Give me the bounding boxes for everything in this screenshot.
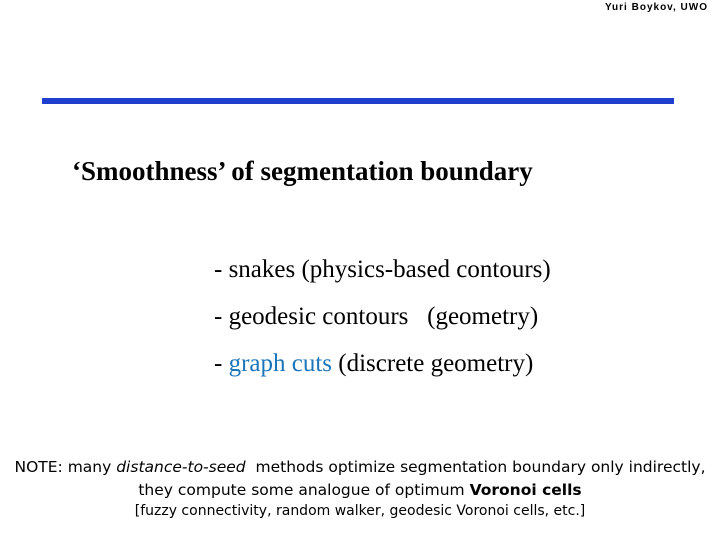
note-suffix: methods optimize segmentation boundary only indirectly, (245, 458, 706, 476)
title-rule (42, 98, 674, 104)
bullet-graph-cuts (214, 340, 551, 387)
bullet-highlight: graph cuts (228, 350, 333, 377)
bullet-list (214, 246, 551, 387)
note-line2-text: they compute some analogue of optimum (138, 481, 470, 499)
note-line-1 (0, 458, 720, 476)
note-italic-term: distance-to-seed (116, 458, 246, 476)
slide-title: ‘Smoothness’ of segmentation boundary (72, 156, 533, 186)
note-references: [fuzzy connectivity, random walker, geodesic Voronoi cells, etc.] (134, 503, 586, 519)
bullet-text: geodesic contours (geometry) (228, 303, 539, 330)
bullet-dash: - (214, 256, 229, 283)
bullet-dash: - (214, 303, 229, 330)
bullet-dash: - (214, 350, 229, 377)
bullet-snakes (214, 246, 551, 293)
bullet-geodesic (214, 293, 551, 340)
bullet-text: (discrete geometry) (332, 350, 534, 377)
note-prefix: NOTE: many (14, 458, 117, 476)
note-line-2 (0, 481, 720, 499)
author-credit: Yuri Boykov, UWO (604, 2, 708, 13)
note-bold-term: Voronoi cells (469, 481, 582, 499)
bullet-text: snakes (physics-based contours) (228, 256, 551, 283)
